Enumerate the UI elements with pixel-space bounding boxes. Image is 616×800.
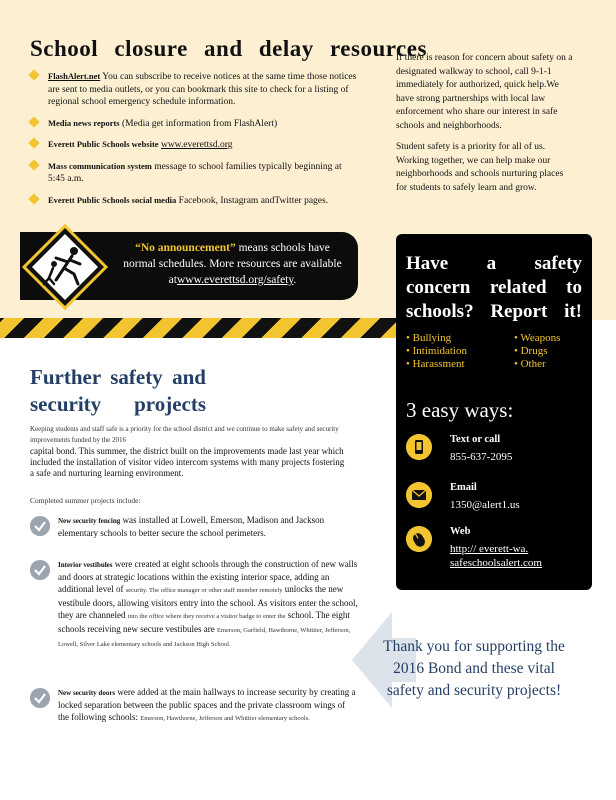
thank-you-message: Thank you for supporting the 2016 Bond and these vital safety and security projects! bbox=[383, 638, 565, 699]
flashalert-link[interactable]: FlashAlert.net bbox=[48, 71, 101, 81]
diamond-bullet-icon bbox=[28, 193, 39, 204]
report-panel bbox=[396, 234, 592, 590]
project-body: unlocks the new vestibule doors, allowing visitors entry into the school. As visitors enter the school, they are channeled bbox=[58, 584, 358, 620]
hazard-stripe bbox=[0, 318, 400, 338]
phone-number[interactable]: 855-637-2095 bbox=[450, 451, 513, 463]
concern-item: • Other bbox=[514, 358, 586, 370]
project-body: were added at the main hallways to increase security by creating a locked separation between the public spaces and the private classroom wings of the following schools: bbox=[58, 687, 356, 722]
closure-list bbox=[30, 70, 360, 215]
mouse-icon bbox=[406, 526, 432, 552]
list-item bbox=[30, 160, 360, 186]
project-body: school. The eight schools receiving new secure vestibules are bbox=[58, 610, 350, 634]
school-crossing-sign-icon bbox=[22, 224, 108, 310]
further-safety-title: Further safety and security projects bbox=[30, 365, 206, 416]
project-small-text: into the office where they receive a visitor badge to enter the bbox=[127, 613, 286, 620]
list-item-text: (Media get information from FlashAlert) bbox=[119, 118, 278, 129]
walkway-safety-intro bbox=[396, 52, 576, 203]
list-item-lead: Everett Public Schools website bbox=[48, 139, 159, 149]
closure-title: School closure and delay resources bbox=[30, 36, 427, 61]
safety-page-link[interactable]: www.everettsd.org/safety bbox=[176, 274, 294, 286]
project-small-text: Emerson, Garfield, Hawthorne, Whittier, Jefferson, Lowell, Silver Lake elementary schools and Jackson High School. bbox=[58, 627, 351, 648]
list-item bbox=[30, 70, 360, 109]
report-heading: Have a safety concern related to schools? Report it! bbox=[406, 253, 582, 322]
project-small-text: Emerson, Hawthorne, Jefferson and Whittier elementary schools. bbox=[140, 715, 310, 722]
district-website-link[interactable]: www.everettsd.org bbox=[160, 140, 233, 150]
ways-title: 3 easy ways: bbox=[406, 398, 514, 422]
check-icon bbox=[30, 516, 50, 536]
concern-item: • Drugs bbox=[514, 345, 586, 357]
list-item bbox=[30, 117, 360, 131]
list-item-lead: Media news reports bbox=[48, 117, 120, 128]
further-intro bbox=[30, 424, 350, 479]
phone-icon bbox=[406, 434, 432, 460]
check-icon bbox=[30, 560, 50, 580]
concern-item: • Bullying bbox=[406, 332, 514, 344]
project-lead: New security fencing bbox=[58, 517, 121, 525]
announcement-text bbox=[120, 240, 345, 288]
project-text bbox=[58, 514, 358, 539]
project-body: was installed at Lowell, Emerson, Madison and Jackson elementary schools to better secure the school perimeters. bbox=[58, 515, 325, 538]
project-text bbox=[58, 686, 358, 725]
intro-small-text: Keeping students and staff safe is a priority for the school district and we continue to make safety and security improvements funded by the 2016 bbox=[30, 425, 339, 444]
list-item-lead: Mass communication system bbox=[48, 160, 152, 171]
walkway-paragraph: If there is reason for concern about safety on a designated walkway to school, call 9-1-1 immediately for authorized, quick help.We have strong partnerships with local law enforcement who share our interest in safe schools and neighborhoods. bbox=[396, 53, 573, 131]
list-item-text: Facebook, Instagram andTwitter pages. bbox=[176, 195, 329, 206]
web-link[interactable]: http:// everett-wa. safeschoolsalert.com bbox=[450, 543, 542, 569]
email-address[interactable]: 1350@alert1.us bbox=[450, 499, 520, 511]
project-text bbox=[58, 558, 358, 651]
completed-projects-label: Completed summer projects include: bbox=[30, 496, 141, 505]
diamond-bullet-icon bbox=[28, 159, 39, 170]
list-item-text: You can subscribe to receive notices at the same time those notices are sent to media outlets, or you can bookmark this site to check for a listing of regional school emergency schedule information. bbox=[48, 72, 357, 107]
announcement-end: . bbox=[293, 274, 297, 286]
list-item bbox=[30, 138, 360, 152]
check-icon bbox=[30, 688, 50, 708]
concern-item: • Harassment bbox=[406, 358, 514, 370]
envelope-icon bbox=[406, 482, 432, 508]
web-label: Web bbox=[450, 526, 471, 537]
concern-list bbox=[406, 332, 586, 370]
concern-item: • Intimidation bbox=[406, 345, 514, 357]
diamond-bullet-icon bbox=[28, 116, 39, 127]
project-lead: New security doors bbox=[58, 689, 116, 697]
announcement-body: means schools have normal schedules. More resources are available at bbox=[123, 242, 342, 286]
diamond-bullet-icon bbox=[28, 69, 39, 80]
announcement-highlight: “No announcement” bbox=[135, 242, 236, 254]
list-item-lead: Everett Public Schools social media bbox=[48, 194, 177, 205]
project-lead: Interior vestibules bbox=[58, 561, 113, 569]
email-label: Email bbox=[450, 482, 477, 493]
project-small-text: security. The office manager or other staff member remotely bbox=[125, 587, 283, 594]
project-body: were created at eight schools through the construction of new walls and doors at strategic locations within the existing interior space, adding an additional level of bbox=[58, 559, 358, 594]
intro-main-text: capital bond. This summer, the district built on the improvements made last year which included the installation of visitor video intercom systems with many projects fostering a safe and nurturing learning environment. bbox=[30, 446, 345, 478]
text-label: Text or call bbox=[450, 434, 501, 445]
list-item bbox=[30, 194, 360, 208]
student-safety-paragraph: Student safety is a priority for all of us. Working together, we can help make our neighborhoods and schools nurturing places for students to safely learn and grow. bbox=[396, 142, 564, 193]
list-item-text: message to school families typically beginning at 5:45 a.m. bbox=[48, 161, 342, 184]
diamond-bullet-icon bbox=[28, 137, 39, 148]
concern-item: • Weapons bbox=[514, 332, 586, 344]
